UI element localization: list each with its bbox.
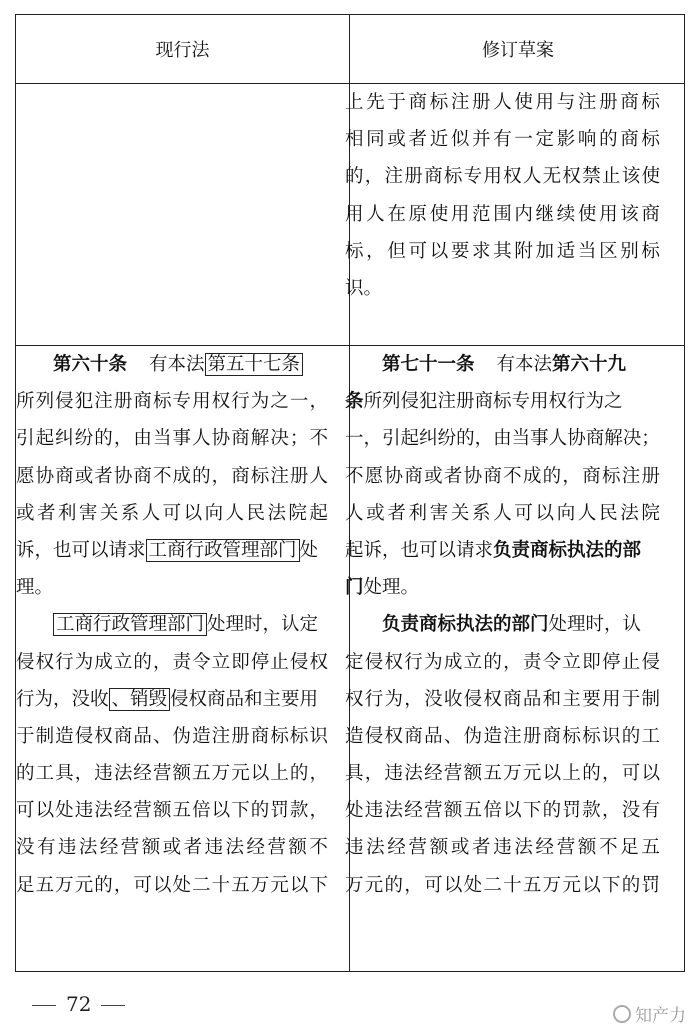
text-line: 处 违 法 经 营 额 五 倍 以 下 的 罚 款 ， 没 有: [345, 800, 660, 822]
text-run: 处理时，认定: [207, 614, 319, 636]
text-run: 侵权商品和主要用: [170, 688, 319, 710]
text-line: 人 或 者 利 害 关 系 人 可 以 向 人 民 法 院: [345, 502, 660, 524]
text-line: 定 侵 权 行 为 成 立 的 ， 责 令 立 即 停 止 侵: [345, 651, 660, 673]
text-run: 处理时，认: [548, 614, 642, 636]
page-number: 72: [66, 992, 92, 1016]
boxed-text: 工商行政管理部门: [146, 539, 300, 562]
text-line: 上 先 于 商 标 注 册 人 使 用 与 注 册 商 标: [345, 92, 660, 113]
text-line: 具 ， 违 法 经 营 额 五 万 元 以 上 的 ， 可 以: [345, 763, 660, 785]
text-run: 有本法: [496, 354, 553, 375]
text-line: 违 法 经 营 额 或 者 违 法 经 营 额 不 足 五: [345, 837, 660, 859]
text-line: [345, 346, 660, 383]
text-line: [345, 383, 660, 420]
text-line: 引 起 纠 纷 的 ， 由 当 事 人 协 商 解 决 ； 不: [16, 428, 328, 450]
text-run: 有本法: [149, 354, 205, 375]
text-line: 愿 协 商 或 者 协 商 不 成 的 ， 商 标 注 册 人: [16, 465, 328, 487]
bold-text: 负责商标执法的部门: [382, 614, 549, 636]
boxed-text: 第五十七条: [205, 353, 304, 376]
text-line: [16, 532, 328, 569]
text-run: 处理。: [363, 577, 420, 599]
text-line: 权 行 为 ， 没 收 侵 权 商 品 和 主 要 用 于 制: [345, 688, 660, 710]
text-line: 相 同 或 者 近 似 并 有 一 定 影 响 的 商 标: [345, 129, 660, 151]
text-line: 理。: [16, 577, 54, 599]
footer-dash: [32, 1005, 56, 1006]
text-line: [345, 606, 660, 643]
text-run: 处: [299, 539, 319, 561]
text-line: [345, 532, 660, 569]
header-current-law: 现行法: [155, 40, 210, 61]
text-line: [345, 569, 660, 606]
article-label: 第七十一条: [382, 354, 475, 375]
text-line: 侵 权 行 为 成 立 的 ， 责 令 立 即 停 止 侵 权: [16, 651, 328, 673]
boxed-text: 工商行政管理部门: [53, 613, 207, 636]
text-run: 行为，没收: [16, 688, 109, 710]
row2-left-cell: [16, 346, 328, 904]
text-line: 的 ， 注 册 商 标 专 用 权 人 无 权 禁 止 该 使: [345, 166, 660, 188]
text-line: 所 列 侵 犯 注 册 商 标 专 用 权 行 为 之 一 ，: [16, 391, 328, 413]
text-line: [16, 606, 328, 643]
text-line: [16, 346, 328, 383]
row1-right-cell: [345, 84, 660, 307]
text-line: 或 者 利 害 关 系 人 可 以 向 人 民 法 院 起: [16, 502, 328, 524]
text-line: 识。: [345, 277, 383, 299]
text-line: 于 制 造 侵 权 商 品 、 伪 造 注 册 商 标 标 识: [16, 725, 328, 747]
text-run: 所列侵犯注册商标专用权行为之: [363, 391, 623, 413]
bold-text: 门: [345, 577, 364, 599]
bold-text: 条: [345, 391, 364, 413]
text-line: 造 侵 权 商 品 、 伪 造 注 册 商 标 标 识 的 工: [345, 725, 660, 747]
text-line: 足 五 万 元 的 ， 可 以 处 二 十 五 万 元 以 下: [16, 874, 328, 896]
text-line: 万 元 的 ， 可 以 处 二 十 五 万 元 以 下 的 罚: [345, 874, 660, 896]
text-line: 没 有 违 法 经 营 额 或 者 违 法 经 营 额 不: [16, 837, 328, 859]
text-line: 用 人 在 原 使 用 范 围 内 继 续 使 用 该 商: [345, 203, 660, 225]
row2-right-cell: [345, 346, 660, 904]
text-line: 可 以 处 违 法 经 营 额 五 倍 以 下 的 罚 款 ，: [16, 800, 328, 822]
page-footer: [22, 992, 135, 1016]
bold-text: 第六十九: [552, 354, 627, 375]
text-run: 起诉，也可以请求: [345, 539, 494, 561]
watermark: [613, 1001, 686, 1026]
footer-dash: [101, 1005, 125, 1006]
header-revised-draft: 修订草案: [482, 40, 554, 61]
text-line: 的 工 具 ， 违 法 经 营 额 五 万 元 以 上 的 ，: [16, 763, 328, 785]
watermark-text: 知产力: [635, 1006, 686, 1026]
bold-text: 负责商标执法的部: [493, 539, 642, 561]
text-run: 诉，也可以请求: [16, 539, 146, 561]
text-line: 不 愿 协 商 或 者 协 商 不 成 的 ， 商 标 注 册: [345, 465, 660, 487]
boxed-text: 、销毁: [109, 688, 171, 711]
weibo-icon: [613, 1005, 631, 1023]
text-line: 一 ， 引 起 纠 纷 的 ， 由 当 事 人 协 商 解 决 ；: [345, 428, 660, 450]
text-line: [16, 681, 328, 718]
text-line: 标 ， 但 可 以 要 求 其 附 加 适 当 区 别 标: [345, 240, 660, 262]
article-label: 第六十条: [53, 354, 128, 375]
